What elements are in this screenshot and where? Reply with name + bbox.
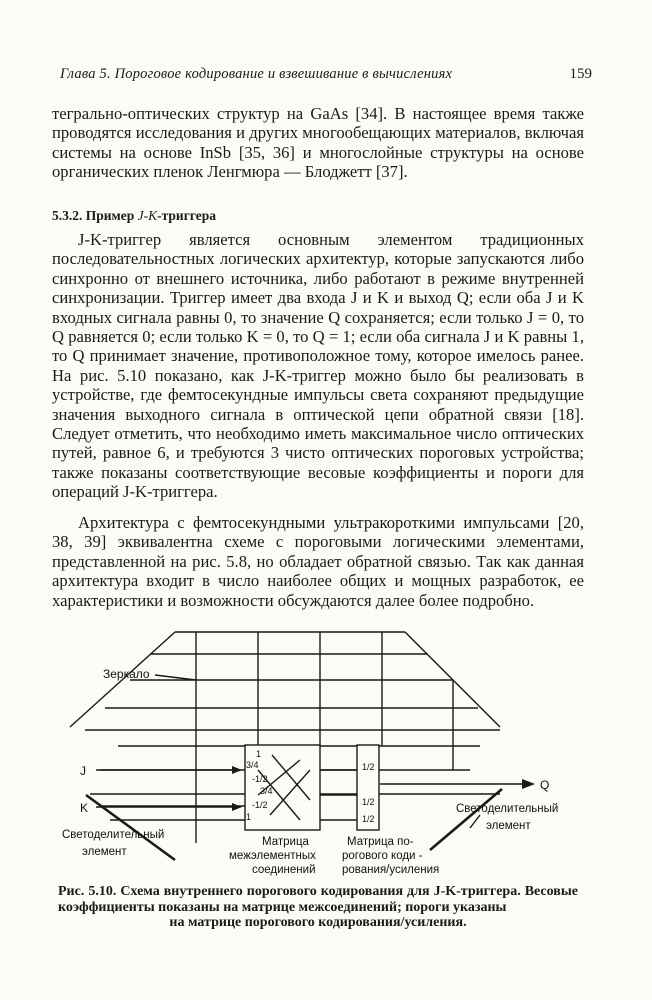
- figure-caption: [58, 884, 578, 931]
- caption-last-line: на матрице порогового кодирования/усиления.: [169, 915, 467, 931]
- threshold-2: 1/2: [362, 797, 375, 807]
- weight-1: 1: [256, 749, 262, 759]
- section-number: 5.3.2.: [52, 208, 83, 223]
- label-input-j: J: [80, 764, 86, 778]
- section-title-suffix: -триггера: [157, 208, 217, 223]
- label-beam-splitter-left-1: Светоделительный: [62, 829, 165, 841]
- label-threshold-3: рования/усиления: [342, 864, 440, 876]
- section-title-jk: J-K: [137, 208, 158, 223]
- weight-2: 3/4: [246, 760, 259, 770]
- label-interconnect-1: Матрица: [262, 836, 309, 848]
- label-interconnect-3: соединений: [252, 864, 316, 876]
- section-heading: [52, 208, 216, 224]
- arrow-q: [522, 779, 535, 789]
- paragraph-architecture: [52, 513, 584, 610]
- paragraph-2-text: J-K-триггер является основным элементом традиционных последовательностных логических архитектур, которые запускаются либо синхронно от внешнего источника, либо работают в режиме внутренней синхронизации. Триггер имеет два входа J и K и выход Q; если оба J и K входных сигнала равны 0, то значение Q сохраняется; если только J = 0, то Q равняется 0; если только K = 0, то Q = 1; если оба сигнала J и K равны 1, то Q принимает значение, противоположное тому, которое имелось ранее. На рис. 5.10 показано, как J-K-триггер можно было бы реализовать в устройстве, где фемтосекундные импульсы света сохраняют предыдущие значения выходного сигнала в оптической цепи обратной связи [18]. Следует отметить, что необходимо иметь максимальное число оптических путей, равное 6, и требуются 3 чисто оптических пороговых устройства; также показаны соответствующие весовые коэффициенты и пороги для операций J-K-триггера.: [52, 230, 584, 502]
- running-head: Глава 5. Пороговое кодирование и взвешивание в вычислениях: [60, 66, 453, 82]
- paragraph-1-text: тегрально-оптических структур на GaAs [34]. В настоящее время также проводятся исследования и других многообещающих материалов, включая системы на основе InSb [35, 36] и многослойные структуры на основе органических пленок Ленгмюра — Блоджетт [37].: [52, 104, 584, 182]
- threshold-1: 1/2: [362, 762, 375, 772]
- caption-main: Рис. 5.10. Схема внутреннего порогового кодирования для J-K-триггера. Весовые коэффициенты показаны на матрице межсоединений; пороги указаны: [58, 884, 578, 915]
- page-number: 159: [569, 66, 592, 82]
- label-threshold-2: рогового коди -: [342, 850, 423, 862]
- weight-3: -1/2: [252, 774, 268, 784]
- arrow-j: [232, 766, 242, 774]
- page-header: [60, 66, 592, 86]
- section-title-prefix: Пример: [85, 208, 135, 223]
- figure-jk-trigger-diagram: [0, 620, 652, 882]
- label-input-k: K: [80, 801, 89, 815]
- label-output-q: Q: [540, 778, 550, 792]
- weight-4: 3/4: [260, 786, 273, 796]
- label-beam-splitter-right-1: Светоделительный: [456, 803, 559, 815]
- label-beam-splitter-left-2: элемент: [82, 846, 127, 858]
- label-beam-splitter-right-2: элемент: [486, 820, 531, 832]
- paragraph-3-text: Архитектура с фемтосекундными ультракороткими импульсами [20, 38, 39] эквивалентна схеме с пороговыми логическими элементами, представленной на рис. 5.8, но обладает обратной связью. Так как данная архитектура входит в число наиболее общих и мощных разработок, ее характеристики и возможности обсуждаются далее более подробно.: [52, 513, 584, 610]
- paragraph-jk-trigger: [52, 230, 584, 502]
- weight-6: 1: [246, 812, 252, 822]
- label-threshold-1: Матрица по-: [347, 836, 414, 848]
- label-mirror: Зеркало: [103, 667, 150, 681]
- paragraph-continued: [52, 104, 584, 182]
- label-interconnect-2: межэлементных: [229, 850, 316, 862]
- arrow-k: [232, 803, 242, 811]
- threshold-3: 1/2: [362, 814, 375, 824]
- weight-5: -1/2: [252, 800, 268, 810]
